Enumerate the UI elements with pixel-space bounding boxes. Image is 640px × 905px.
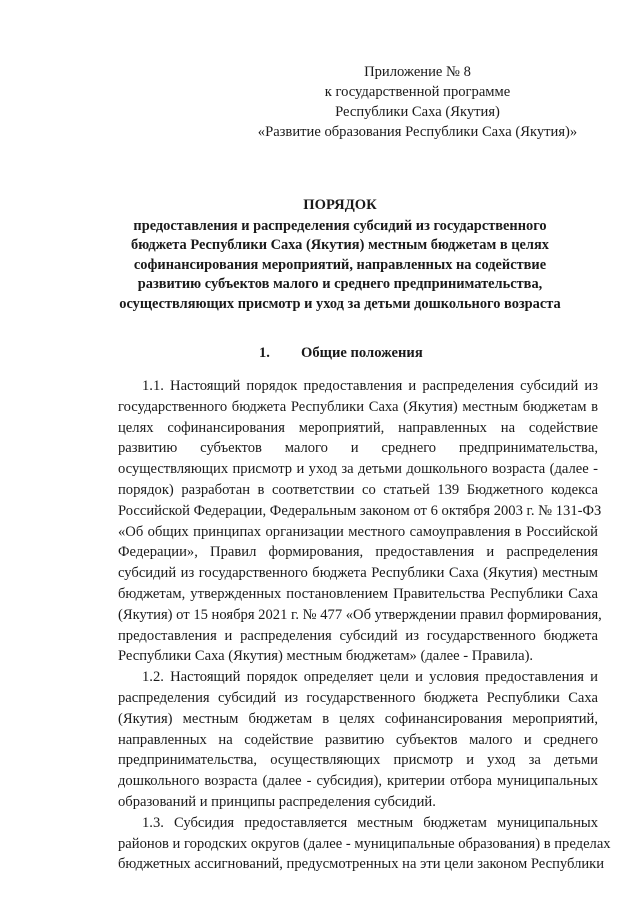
appendix-program-name: «Развитие образования Республики Саха (Якутия)» <box>257 124 578 140</box>
paragraph-1-2 <box>118 667 598 813</box>
document-body <box>118 376 611 875</box>
paragraph-line: порядок) разработан в соответствии со статьей 139 Бюджетного кодекса <box>118 481 598 498</box>
paragraph-line: образований и принципы распределения субсидий. <box>118 793 436 810</box>
paragraph-line: осуществляющих присмотр и уход за детьми дошкольного возраста (далее - <box>118 461 598 478</box>
paragraph-line: 1.2. Настоящий порядок определяет цели и условия предоставления и <box>142 669 598 686</box>
title-line: предоставления и распределения субсидий из государственного <box>133 217 547 234</box>
paragraph-line: бюджетам, утвержденных постановлением Правительства Республики Саха <box>118 585 598 602</box>
paragraph-line: предоставления и распределения субсидий из государственного бюджета <box>118 627 598 644</box>
appendix-republic: Республики Саха (Якутия) <box>335 104 500 120</box>
paragraph-line: Российской Федерации, Федеральным законом от 6 октября 2003 г. № 131-ФЗ <box>118 502 602 519</box>
paragraph-line: (Якутия) от 15 ноября 2021 г. № 477 «Об утверждении правил формирования, <box>118 606 602 623</box>
paragraph-line: районов и городских округов (далее - муниципальные образования) в пределах <box>118 835 611 852</box>
paragraph-line: предпринимательства, осуществляющих присмотр и уход за детьми <box>118 752 598 769</box>
title-line: софинансирования мероприятий, направленных на содействие <box>133 256 547 273</box>
section-heading <box>259 344 423 362</box>
title-heading: ПОРЯДОК <box>303 197 377 213</box>
paragraph-line: (Якутия) местным бюджетам в целях софинансирования мероприятий, <box>118 710 598 727</box>
title-line: бюджета Республики Саха (Якутия) местным бюджетам в целях <box>131 237 549 253</box>
section-number: 1. <box>259 345 270 361</box>
paragraph-line: 1.1. Настоящий порядок предоставления и распределения субсидий из <box>142 378 598 394</box>
title-line: развитию субъектов малого и среднего предпринимательства, <box>137 276 543 292</box>
section-title: Общие положения <box>301 345 423 361</box>
paragraph-line: «Об общих принципах организации местного самоуправления в Российской <box>118 523 598 540</box>
paragraph-line: дошкольного возраста (далее - субсидия), критерии отбора муниципальных <box>118 773 598 790</box>
paragraph-line: 1.3. Субсидия предоставляется местным бюджетам муниципальных <box>142 814 598 831</box>
paragraph-line: направленных на содействие развитию субъектов малого и среднего <box>118 731 598 748</box>
paragraph-line: Республики Саха (Якутия) местным бюджетам» (далее - Правила). <box>118 648 534 665</box>
appendix-header <box>245 62 590 142</box>
title-line: осуществляющих присмотр и уход за детьми дошкольного возраста <box>119 295 561 312</box>
paragraph-line: распределения субсидий из государственного бюджета Республики Саха <box>118 689 598 706</box>
paragraph-line: развитию субъектов малого и среднего предпринимательства, <box>118 440 598 457</box>
paragraph-line: государственного бюджета Республики Саха (Якутия) местным бюджетам в <box>118 398 598 415</box>
appendix-program-ref: к государственной программе <box>324 84 511 100</box>
paragraph-line: бюджетных ассигнований, предусмотренных на эти цели законом Республики <box>118 856 605 873</box>
appendix-number: Приложение № 8 <box>364 64 471 80</box>
paragraph-1-3 <box>118 813 611 875</box>
document-title <box>95 196 585 314</box>
paragraph-line: целях софинансирования мероприятий, направленных на содействие <box>118 419 598 436</box>
paragraph-line: субсидий из государственного бюджета Республики Саха (Якутия) местным <box>118 565 598 582</box>
paragraph-line: Федерации», Правил формирования, предоставления и распределения <box>118 544 598 561</box>
paragraph-1-1 <box>118 376 602 667</box>
